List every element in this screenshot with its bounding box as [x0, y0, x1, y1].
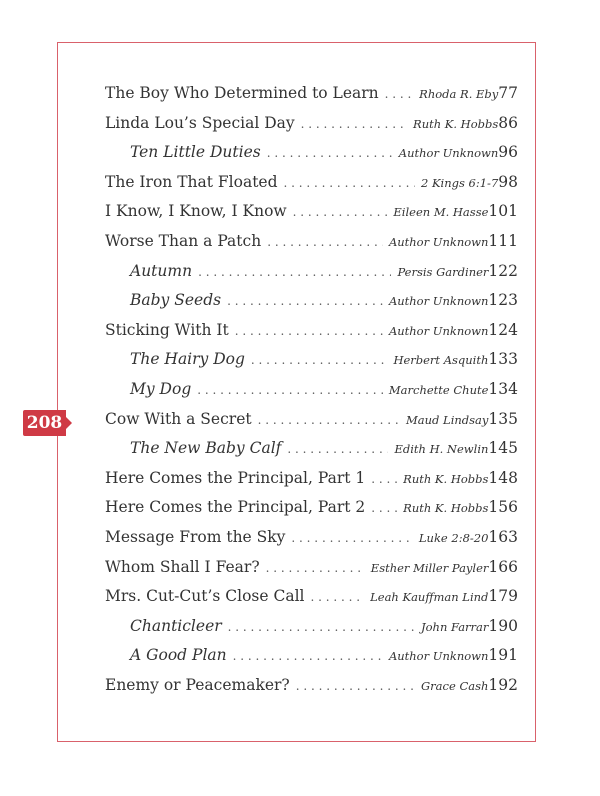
dot-leader: [293, 205, 388, 219]
dot-leader: [287, 442, 388, 456]
entry-page-number: 192: [488, 675, 518, 694]
entry-title: Mrs. Cut-Cut’s Close Call: [105, 587, 305, 606]
entry-page-number: 133: [488, 350, 518, 369]
dot-leader: [258, 413, 400, 427]
dot-leader: [385, 87, 414, 101]
toc-entry: [105, 469, 518, 499]
entry-title: A Good Plan: [130, 646, 227, 665]
dot-leader: [233, 649, 383, 663]
toc-entry: [105, 173, 518, 203]
dot-leader: [371, 472, 397, 486]
dot-leader: [267, 146, 393, 160]
dot-leader: [251, 353, 388, 367]
entry-page-number: 134: [488, 379, 518, 398]
toc-entry: [105, 262, 518, 292]
dot-leader: [235, 324, 383, 338]
entry-author: Persis Gardiner: [397, 264, 489, 279]
entry-page-number: 101: [488, 202, 518, 221]
toc-entry: [105, 617, 518, 647]
entry-title: The Hairy Dog: [130, 350, 245, 369]
entry-title: Message From the Sky: [105, 527, 286, 546]
entry-page-number: 156: [488, 498, 518, 517]
dot-leader: [311, 590, 365, 604]
dot-leader: [267, 235, 383, 249]
dot-leader: [301, 117, 407, 131]
entry-author: John Farrar: [421, 619, 489, 634]
entry-page-number: 191: [488, 646, 518, 665]
entry-page-number: 135: [488, 409, 518, 428]
toc-entry: [105, 587, 518, 617]
entry-author: Luke 2:8-20: [418, 530, 489, 545]
entry-title: The Boy Who Determined to Learn: [105, 84, 379, 102]
page-number-tab: [23, 410, 66, 436]
toc-entry: [105, 380, 518, 410]
toc-entry: [105, 114, 518, 144]
toc-entry: [105, 291, 518, 321]
entry-title: Linda Lou’s Special Day: [105, 113, 295, 132]
dot-leader: [291, 531, 412, 545]
toc-entry: [105, 439, 518, 469]
entry-author: Ruth K. Hobbs: [403, 501, 489, 516]
dot-leader: [371, 501, 397, 515]
dot-leader: [266, 561, 365, 575]
toc-entry: [105, 350, 518, 380]
entry-title: Whom Shall I Fear?: [105, 557, 260, 576]
entry-title: Ten Little Duties: [130, 143, 261, 162]
entry-title: Worse Than a Patch: [105, 231, 262, 250]
entry-author: Ruth K. Hobbs: [413, 116, 499, 131]
entry-author: Rhoda R. Eby: [419, 87, 499, 101]
entry-page-number: 98: [498, 172, 518, 191]
entry-author: Ruth K. Hobbs: [403, 471, 489, 486]
entry-page-number: 86: [498, 113, 518, 132]
entry-page-number: 124: [488, 320, 518, 339]
toc-entry: [105, 143, 518, 173]
entry-page-number: 190: [488, 616, 518, 635]
toc-entry: [105, 498, 518, 528]
toc-entry: [105, 646, 518, 676]
dot-leader: [227, 294, 383, 308]
entry-title: Here Comes the Principal, Part 1: [105, 468, 366, 487]
dot-leader: [197, 383, 383, 397]
entry-title: Cow With a Secret: [105, 409, 252, 428]
entry-author: 2 Kings 6:1-7: [420, 175, 499, 190]
entry-title: The New Baby Calf: [130, 439, 282, 458]
dot-leader: [296, 679, 415, 693]
toc-entry: [105, 321, 518, 351]
entry-page-number: 166: [488, 557, 518, 576]
entry-page-number: 148: [488, 468, 518, 487]
entry-author: Marchette Chute: [388, 382, 489, 397]
entry-author: Author Unknown: [398, 146, 499, 161]
toc-entry: [105, 410, 518, 440]
toc-entry: [105, 676, 518, 706]
entry-title: Enemy or Peacemaker?: [105, 675, 290, 694]
entry-title: Baby Seeds: [130, 291, 222, 310]
dot-leader: [228, 620, 415, 634]
entry-page-number: 122: [488, 261, 518, 280]
entry-author: Esther Miller Payler: [370, 560, 489, 575]
entry-author: Grace Cash: [421, 678, 489, 693]
entry-title: The Iron That Floated: [105, 172, 278, 191]
entry-page-number: 145: [488, 439, 518, 458]
dot-leader: [284, 176, 415, 190]
toc-entry: [105, 84, 518, 114]
entry-author: Author Unknown: [388, 649, 489, 664]
toc-entry: [105, 202, 518, 232]
entry-author: Eileen M. Hasse: [393, 205, 489, 220]
entry-author: Author Unknown: [388, 234, 489, 249]
entry-author: Author Unknown: [388, 323, 489, 338]
entry-page-number: 96: [498, 143, 518, 162]
entry-title: Chanticleer: [130, 616, 222, 635]
entry-page-number: 163: [488, 527, 518, 546]
entry-page-number: 123: [488, 291, 518, 310]
page-number: 208: [26, 413, 63, 433]
entry-author: Herbert Asquith: [393, 353, 489, 368]
entry-title: Autumn: [130, 261, 193, 280]
table-of-contents: [105, 84, 518, 705]
toc-entry: [105, 528, 518, 558]
dot-leader: [198, 265, 391, 279]
entry-author: Author Unknown: [388, 294, 489, 309]
entry-author: Edith H. Newlin: [394, 442, 489, 457]
toc-entry: [105, 558, 518, 588]
entry-title: My Dog: [130, 379, 192, 398]
entry-page-number: 77: [498, 84, 518, 102]
entry-title: Sticking With It: [105, 320, 229, 339]
toc-entry: [105, 232, 518, 262]
entry-title: Here Comes the Principal, Part 2: [105, 498, 366, 517]
entry-page-number: 179: [488, 587, 518, 606]
entry-page-number: 111: [488, 231, 518, 250]
entry-author: Leah Kauffman Lind: [370, 590, 489, 605]
entry-author: Maud Lindsay: [406, 412, 489, 427]
entry-title: I Know, I Know, I Know: [105, 202, 287, 221]
